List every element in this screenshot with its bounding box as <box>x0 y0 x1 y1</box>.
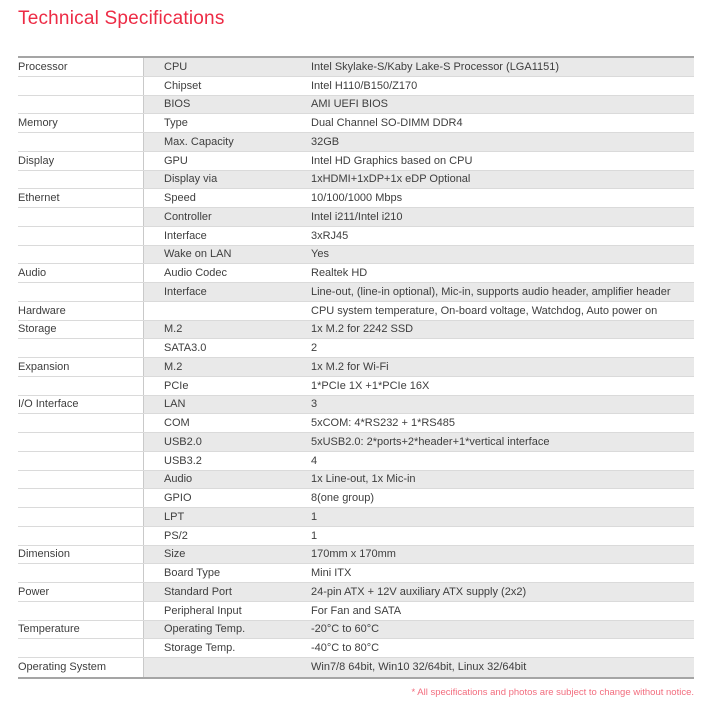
category-cell <box>18 527 143 545</box>
category-cell <box>18 471 143 489</box>
value-cell: AMI UEFI BIOS <box>311 98 389 111</box>
table-row <box>18 396 694 415</box>
category-cell <box>18 339 143 357</box>
row-band <box>143 621 694 639</box>
table-row <box>18 77 694 96</box>
table-row <box>18 527 694 546</box>
item-cell: Type <box>164 117 188 130</box>
item-cell: Board Type <box>164 567 221 580</box>
item-cell: GPU <box>164 154 188 167</box>
row-band <box>143 602 694 620</box>
category-cell <box>18 639 143 657</box>
table-row <box>18 114 694 133</box>
page-title: Technical Specifications <box>18 8 225 29</box>
table-row <box>18 302 694 321</box>
row-band <box>143 171 694 189</box>
value-cell: Mini ITX <box>311 567 352 580</box>
category-cell: Temperature <box>18 621 143 639</box>
category-cell <box>18 208 143 226</box>
category-cell <box>18 96 143 114</box>
item-cell: Audio Codec <box>164 267 227 280</box>
item-cell: Speed <box>164 192 196 205</box>
item-cell: Audio <box>164 473 193 486</box>
value-cell: CPU system temperature, On-board voltage, Watchdog, Auto power on <box>311 304 658 317</box>
item-cell: Display via <box>164 173 218 186</box>
value-cell: 1 <box>311 529 318 542</box>
row-band <box>143 639 694 657</box>
table-row <box>18 546 694 565</box>
table-row <box>18 433 694 452</box>
row-band <box>143 264 694 282</box>
value-cell: -20°C to 60°C <box>311 623 380 636</box>
category-cell <box>18 77 143 95</box>
value-cell: Yes <box>311 248 329 261</box>
item-cell: Interface <box>164 229 207 242</box>
value-cell: Intel Skylake-S/Kaby Lake-S Processor (LGA1151) <box>311 60 560 73</box>
table-row <box>18 471 694 490</box>
category-cell <box>18 414 143 432</box>
table-row <box>18 583 694 602</box>
row-band <box>143 133 694 151</box>
row-band <box>143 227 694 245</box>
category-cell: Power <box>18 583 143 601</box>
table-row <box>18 96 694 115</box>
value-cell: 8(one group) <box>311 492 374 505</box>
table-row <box>18 339 694 358</box>
row-band <box>143 339 694 357</box>
item-cell: Storage Temp. <box>164 642 236 655</box>
row-band <box>143 77 694 95</box>
value-cell: 170mm x 170mm <box>311 548 396 561</box>
row-band <box>143 58 694 76</box>
footnote: * All specifications and photos are subject to change without notice. <box>411 687 694 698</box>
value-cell: 4 <box>311 454 318 467</box>
item-cell: M.2 <box>164 360 183 373</box>
table-row <box>18 227 694 246</box>
row-band <box>143 114 694 132</box>
row-band <box>143 414 694 432</box>
table-row <box>18 133 694 152</box>
row-band <box>143 208 694 226</box>
row-band <box>143 564 694 582</box>
category-cell <box>18 227 143 245</box>
value-cell: Line-out, (line-in optional), Mic-in, supports audio header, amplifier header <box>311 285 671 298</box>
category-cell <box>18 133 143 151</box>
category-cell: I/O Interface <box>18 396 143 414</box>
table-row <box>18 189 694 208</box>
row-band <box>143 583 694 601</box>
value-cell: 3 <box>311 398 318 411</box>
item-cell: M.2 <box>164 323 183 336</box>
item-cell: USB3.2 <box>164 454 202 467</box>
value-cell: 5xCOM: 4*RS232 + 1*RS485 <box>311 417 455 430</box>
row-band <box>143 658 694 677</box>
value-cell: 1 <box>311 510 318 523</box>
value-cell: Dual Channel SO-DIMM DDR4 <box>311 117 463 130</box>
item-cell: SATA3.0 <box>164 342 207 355</box>
table-row <box>18 489 694 508</box>
table-row <box>18 452 694 471</box>
value-cell: 2 <box>311 342 318 355</box>
row-band <box>143 321 694 339</box>
table-row <box>18 414 694 433</box>
row-band <box>143 471 694 489</box>
item-cell <box>144 658 311 677</box>
item-cell: USB2.0 <box>164 435 202 448</box>
item-cell: Standard Port <box>164 585 232 598</box>
item-cell: Wake on LAN <box>164 248 232 261</box>
row-band <box>143 396 694 414</box>
category-cell: Memory <box>18 114 143 132</box>
value-cell: Realtek HD <box>311 267 368 280</box>
table-row <box>18 602 694 621</box>
item-cell: Max. Capacity <box>164 135 234 148</box>
row-band <box>143 96 694 114</box>
category-cell <box>18 171 143 189</box>
value-cell: 1xHDMI+1xDP+1x eDP Optional <box>311 173 471 186</box>
item-cell: Interface <box>164 285 207 298</box>
table-row <box>18 377 694 396</box>
row-band <box>143 302 694 320</box>
row-band <box>143 283 694 301</box>
value-cell: -40°C to 80°C <box>311 642 380 655</box>
item-cell: LPT <box>164 510 185 523</box>
table-row <box>18 564 694 583</box>
category-cell <box>18 508 143 526</box>
row-band <box>143 246 694 264</box>
category-cell: Dimension <box>18 546 143 564</box>
row-band <box>143 489 694 507</box>
table-row <box>18 171 694 190</box>
row-band <box>143 527 694 545</box>
table-row <box>18 152 694 171</box>
item-cell: Controller <box>164 210 212 223</box>
category-cell <box>18 433 143 451</box>
table-row <box>18 658 694 677</box>
row-band <box>143 189 694 207</box>
value-cell: 32GB <box>311 135 340 148</box>
row-band <box>143 546 694 564</box>
category-cell <box>18 246 143 264</box>
category-cell: Display <box>18 152 143 170</box>
category-cell <box>18 564 143 582</box>
row-band <box>143 152 694 170</box>
table-row <box>18 621 694 640</box>
category-cell <box>18 283 143 301</box>
item-cell: LAN <box>164 398 186 411</box>
row-band <box>143 508 694 526</box>
value-cell: Intel i211/Intel i210 <box>311 210 403 223</box>
row-band <box>143 433 694 451</box>
table-row <box>18 358 694 377</box>
table-row <box>18 321 694 340</box>
value-cell: Intel HD Graphics based on CPU <box>311 154 473 167</box>
table-row <box>18 246 694 265</box>
value-cell: For Fan and SATA <box>311 604 402 617</box>
table-row <box>18 283 694 302</box>
table-row <box>18 208 694 227</box>
category-cell: Operating System <box>18 658 143 677</box>
table-row <box>18 508 694 527</box>
category-cell <box>18 602 143 620</box>
category-cell: Expansion <box>18 358 143 376</box>
category-cell: Hardware <box>18 302 143 320</box>
item-cell: Size <box>164 548 186 561</box>
category-cell <box>18 452 143 470</box>
value-cell: 24-pin ATX + 12V auxiliary ATX supply (2x2) <box>311 585 527 598</box>
value-cell: Intel H110/B150/Z170 <box>311 79 418 92</box>
category-cell <box>18 377 143 395</box>
category-cell: Audio <box>18 264 143 282</box>
table-row <box>18 639 694 658</box>
table-row <box>18 58 694 77</box>
value-cell: 5xUSB2.0: 2*ports+2*header+1*vertical interface <box>311 435 550 448</box>
value-cell: 1x Line-out, 1x Mic-in <box>311 473 416 486</box>
category-cell: Processor <box>18 58 143 76</box>
value-cell: 1x M.2 for 2242 SSD <box>311 323 414 336</box>
value-cell: 1x M.2 for Wi-Fi <box>311 360 389 373</box>
row-band <box>143 377 694 395</box>
item-cell: PCIe <box>164 379 189 392</box>
table-row <box>18 264 694 283</box>
value-cell: 3xRJ45 <box>311 229 349 242</box>
row-band <box>143 358 694 376</box>
category-cell <box>18 489 143 507</box>
value-cell: 1*PCIe 1X +1*PCIe 16X <box>311 379 430 392</box>
category-cell: Ethernet <box>18 189 143 207</box>
category-cell: Storage <box>18 321 143 339</box>
item-cell: PS/2 <box>164 529 188 542</box>
item-cell: CPU <box>164 60 188 73</box>
value-cell: 10/100/1000 Mbps <box>311 192 403 205</box>
item-cell: Chipset <box>164 79 202 92</box>
item-cell: COM <box>164 417 190 430</box>
item-cell <box>144 302 311 320</box>
item-cell: BIOS <box>164 98 191 111</box>
item-cell: GPIO <box>164 492 192 505</box>
row-band <box>143 452 694 470</box>
item-cell: Operating Temp. <box>164 623 246 636</box>
value-cell: Win7/8 64bit, Win10 32/64bit, Linux 32/64bit <box>311 661 527 674</box>
spec-table <box>18 56 694 679</box>
item-cell: Peripheral Input <box>164 604 242 617</box>
